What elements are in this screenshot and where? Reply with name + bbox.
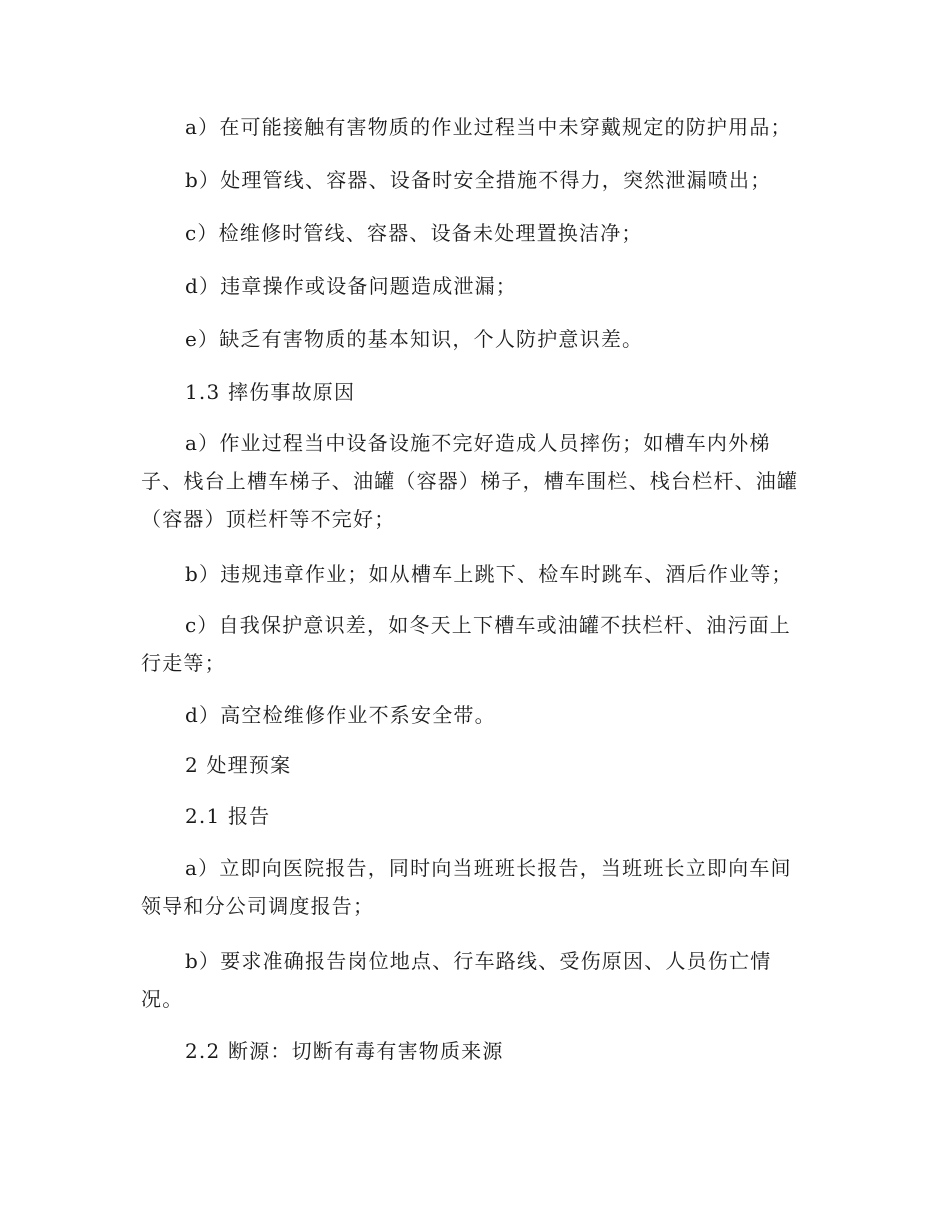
paragraph-item-b-pipeline-leak: b）处理管线、容器、设备时安全措施不得力，突然泄漏喷出； [185,168,772,192]
section-heading-2-1: 2.1 报告 [185,804,271,828]
paragraph-item-d-violation-leak: d）违章操作或设备问题造成泄漏； [185,274,518,298]
paragraph-item-d-safety-belt: d）高空检维修作业不系安全带。 [185,703,496,727]
section-heading-2-2: 2.2 断源：切断有毒有害物质来源 [185,1039,504,1063]
section-heading-1-3: 1.3 摔伤事故原因 [185,380,356,404]
paragraph-item-b-violation-work: b）违规违章作业；如从槽车上跳下、检车时跳车、酒后作业等； [185,562,793,586]
paragraph-item-a-equipment-fall: a）作业过程当中设备设施不完好造成人员摔伤；如槽车内外梯子、栈台上槽车梯子、油罐（容器）梯子，槽车围栏、栈台栏杆、油罐（容器）顶栏杆等不完好； [141,431,799,531]
section-heading-2: 2 处理预案 [185,753,292,777]
paragraph-item-a-report-hospital: a）立即向医院报告，同时向当班班长报告，当班班长立即向车间领导和分公司调度报告； [141,856,792,918]
paragraph-item-b-report-details: b）要求准确报告岗位地点、行车路线、受伤原因、人员伤亡情况。 [141,949,772,1011]
paragraph-item-e-lack-knowledge: e）缺乏有害物质的基本知识，个人防护意识差。 [185,327,644,351]
paragraph-item-c-self-protection: c）自我保护意识差，如冬天上下槽车或油罐不扶栏杆、油污面上行走等； [141,613,792,675]
paragraph-item-a-protective-gear: a）在可能接触有害物质的作业过程当中未穿戴规定的防护用品； [185,115,792,139]
paragraph-item-c-maintenance: c）检维修时管线、容器、设备未处理置换洁净； [185,221,643,245]
